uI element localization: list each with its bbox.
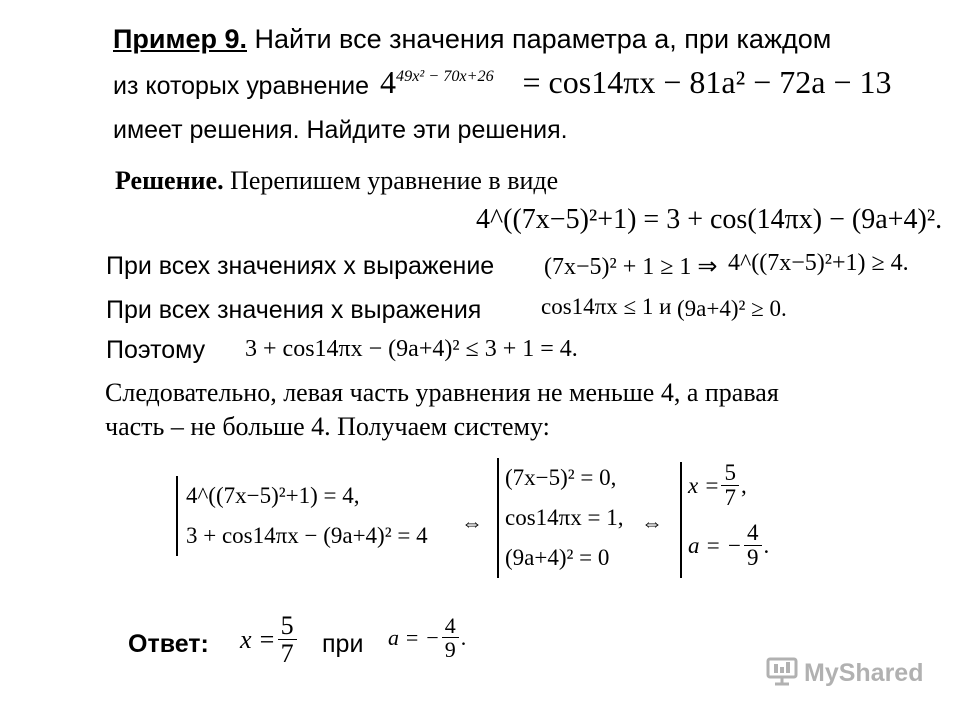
system3-a: a = − $\frac{4}{9}$ . <box>688 520 770 571</box>
conclusion-line1: Следовательно, левая часть уравнения не меньше 4, а правая <box>105 378 779 407</box>
system2-eq3: (9a+4)² = 0 <box>505 545 610 570</box>
system2-eq1: (7x−5)² = 0, <box>505 465 617 490</box>
line3-text: имеет решения. Найдите эти решения. <box>113 116 568 144</box>
system2 <box>505 458 624 578</box>
system1-eq1: 4^((7x−5)²+1) = 4, <box>186 483 360 508</box>
system3-x: x = $\frac{5}{7}$ , <box>688 460 747 511</box>
fact1-text: При всех значениях x выражение <box>106 252 495 280</box>
main-rhs: = cos14πx − 81a² − 72a − 13 <box>522 64 892 100</box>
answer-a: a = − $\frac{4}{9}$ . <box>388 613 467 663</box>
fact2-math-b: (9a+4)² ≥ 0. <box>677 296 787 321</box>
rewritten-equation: 4^((7x−5)²+1) = 3 + cos(14πx) − (9a+4)². <box>476 204 943 235</box>
main-exponent: 49x² − 70x+26 <box>396 66 494 85</box>
solution-label: Решение. <box>115 166 224 195</box>
solution-line <box>115 166 558 196</box>
fact3-text: Поэтому <box>106 336 206 364</box>
equiv-arrow-2: ⇔ <box>641 510 663 535</box>
system1-brace <box>176 476 178 556</box>
watermark-text: MyShared <box>804 659 924 687</box>
fact3-math: 3 + cos14πx − (9a+4)² ≤ 3 + 1 = 4. <box>245 336 578 362</box>
example-label: Пример 9. <box>113 24 247 54</box>
line2-text: из которых уравнение <box>113 72 370 100</box>
presentation-icon <box>766 656 798 691</box>
system1 <box>186 476 428 556</box>
example-text: Найти все значения параметра а, при каждом <box>254 24 832 54</box>
equiv-arrow-1: ⇔ <box>461 510 483 535</box>
answer-label: Ответ: <box>128 630 209 658</box>
fact1-math-b: 4^((7x−5)²+1) ≥ 4. <box>728 250 909 276</box>
watermark <box>766 656 923 691</box>
answer-middle: при <box>322 630 364 658</box>
fact1-math-a: (7x−5)² + 1 ≥ 1 ⇒ <box>544 254 718 280</box>
conclusion-line2: часть – не больше 4. Получаем систему: <box>105 412 550 441</box>
fact2-text: При всех значения x выражения <box>106 296 482 324</box>
system2-eq2: cos14πx = 1, <box>505 505 624 530</box>
system3-brace <box>680 462 682 578</box>
answer-x: x = $\frac{5}{7}$ <box>240 612 299 668</box>
solution-text: Перепишем уравнение в виде <box>230 166 559 195</box>
main-equation: $4^{49x^2 - 70x+26} = \cos 14\pi x - 81a^2 - 72a - 13$ <box>380 64 892 100</box>
fact2-math-a: cos14πx ≤ 1 и <box>541 294 672 319</box>
system1-eq2: 3 + cos14πx − (9a+4)² = 4 <box>186 523 428 548</box>
system2-brace <box>497 458 499 578</box>
title-line <box>113 24 831 55</box>
